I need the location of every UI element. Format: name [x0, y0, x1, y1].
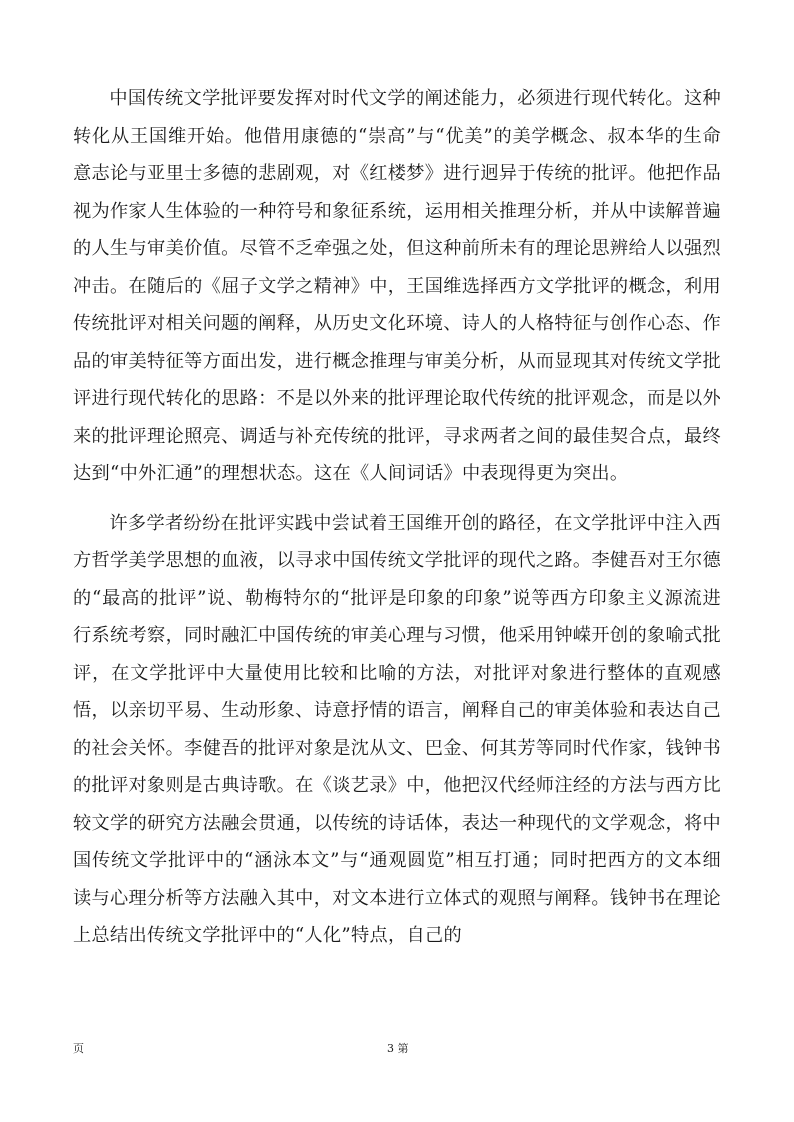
- paragraph-2: 许多学者纷纷在批评实践中尝试着王国维开创的路径，在文学批评中注入西方哲学美学思想的血液，以寻求中国传统文学批评的现代之路。李健吾对王尔德的“最高的批评”说、勒梅特尔的“批评是印象的印象”说等西方印象主义源流进行系统考察，同时融汇中国传统的审美心理与习惯，他采用钟嵘开创的象喻式批评，在文学批评中大量使用比较和比喻的方法，对批评对象进行整体的直观感悟，以亲切平易、生动形象、诗意抒情的语言，阐释自己的审美体验和表达自己的社会关怀。李健吾的批评对象是沈从文、巴金、何其芳等同时代作家，钱钟书的批评对象则是古典诗歌。在《谈艺录》中，他把汉代经师注经的方法与西方比较文学的研究方法融会贯通，以传统的诗话体，表达一种现代的文学观念，将中国传统文学批评中的“涵泳本文”与“通观圆览”相互打通；同时把西方的文本细读与心理分析等方法融入其中，对文本进行立体式的观照与阐释。钱钟书在理论上总结出传统文学批评中的“人化”特点，自己的: [73, 512, 721, 946]
- paragraph-1: 中国传统文学批评要发挥对时代文学的阐述能力，必须进行现代转化。这种转化从王国维开始。他借用康德的“崇高”与“优美”的美学概念、叔本华的生命意志论与亚里士多德的悲剧观，对《红楼梦》进行迥异于传统的批评。他把作品视为作家人生体验的一种符号和象征系统，运用相关推理分析，并从中读解普遍的人生与审美价值。尽管不乏牵强之处，但这种前所未有的理论思辨给人以强烈冲击。在随后的《屈子文学之精神》中，王国维选择西方文学批评的概念，利用传统批评对相关问题的阐释，从历史文化环境、诗人的人格特征与创作心态、作品的审美特征等方面出发，进行概念推理与审美分析，从而显现其对传统文学批评进行现代转化的思路：不是以外来的批评理论取代传统的批评观念，而是以外来的批评理论照亮、调适与补充传统的批评，寻求两者之间的最佳契合点，最终达到“中外汇通”的理想状态。这在《人间词话》中表现得更为突出。: [73, 88, 721, 484]
- body-text: [73, 80, 721, 955]
- footer-page-label: 页: [73, 1042, 84, 1055]
- footer-page-number: 3 第: [387, 1042, 409, 1055]
